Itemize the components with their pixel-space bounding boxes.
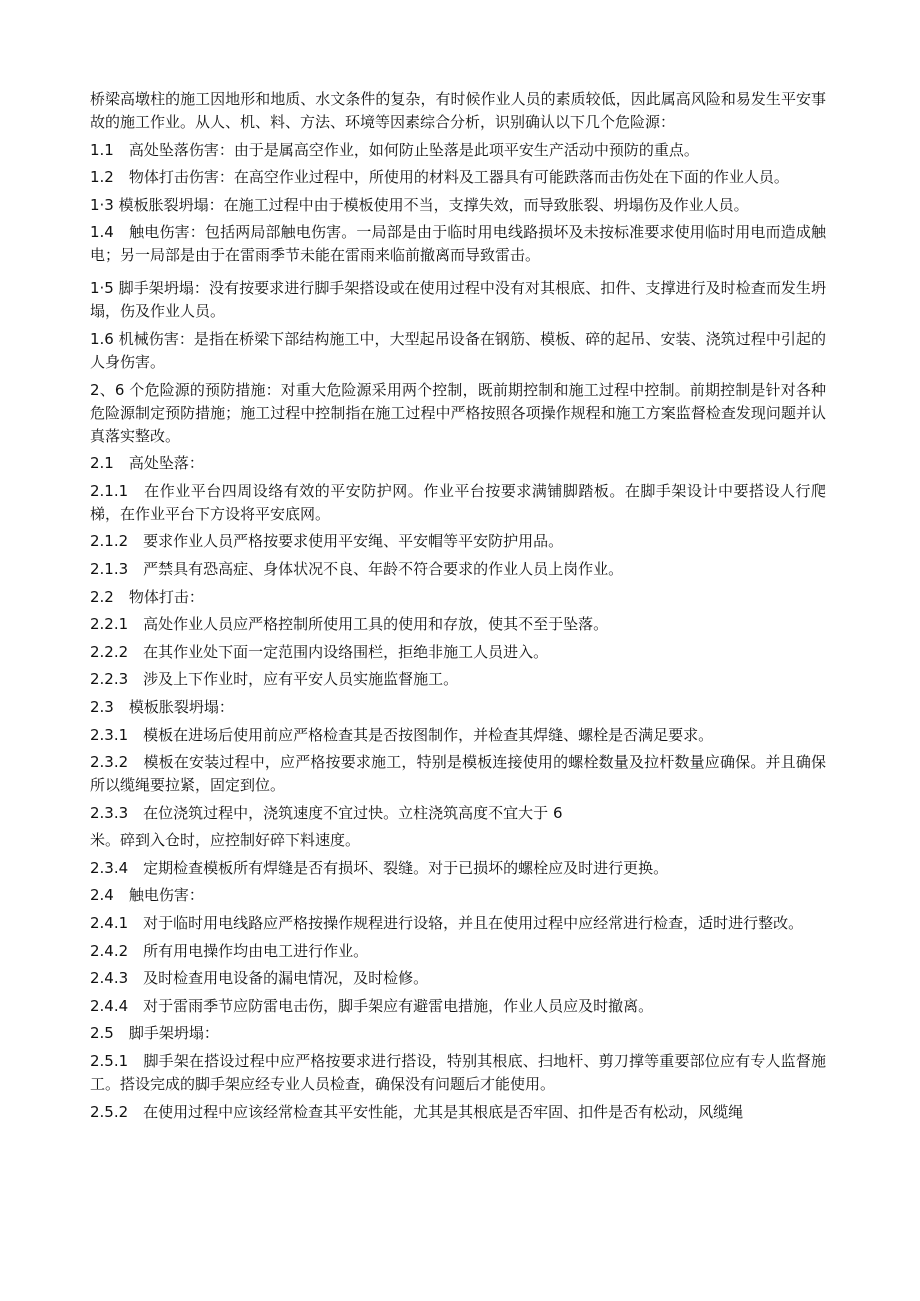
item-2-4-3: 2.4.3 及时检查用电设备的漏电情况，及时检修。 (90, 969, 429, 988)
heading-2-3: 2.3 模板胀裂坍塌： (90, 697, 234, 716)
section-2-intro: 2、6 个危险源的预防措施：对重大危险源采用两个控制，既前期控制和施工过程中控制。前期控制是针对各种危险源制定预防措施；施工过程中控制指在施工过程中严格按照各项操作规程和施工方案监督检查发现问题并认真落实整改。 (90, 380, 826, 445)
item-2-2-3: 2.2.3 涉及上下作业时，应有平安人员实施监督施工。 (90, 670, 459, 689)
hazard-1-4: 1.4 触电伤害：包括两局部触电伤害。一局部是由于临时用电线路损坏及未按标准要求使用临时用电而造成触电；另一局部是由于在雷雨季节未能在雷雨来临前撤离而导致雷击。 (90, 223, 826, 265)
item-2-3-1: 2.3.1 模板在进场后使用前应严格检查其是否按图制作，并检查其焊缝、螺栓是否满足要求。 (90, 725, 714, 744)
hazard-1-5: 1·5 脚手架坍塌：没有按要求进行脚手架搭设或在使用过程中没有对其根底、扣件、支撑进行及时检查而发生坍塌，伤及作业人员。 (90, 279, 826, 321)
hazard-1-3: 1·3 模板胀裂坍塌：在施工过程中由于模板使用不当，支撑失效，而导致胀裂、坍塌伤及作业人员。 (90, 195, 749, 214)
item-2-3-3: 2.3.3 在位浇筑过程中，浇筑速度不宜过快。立柱浇筑高度不宜大于 6 (90, 803, 563, 822)
heading-2-5: 2.5 脚手架坍塌： (90, 1024, 219, 1043)
item-2-1-1: 2.1.1 在作业平台四周设络有效的平安防护网。作业平台按要求满铺脚踏板。在脚手架设计中要搭设人行爬梯，在作业平台下方设将平安底网。 (90, 481, 826, 523)
item-2-4-4: 2.4.4 对于雷雨季节应防雷电击伤，脚手架应有避雷电措施，作业人员应及时撤离。 (90, 996, 654, 1015)
item-2-4-1: 2.4.1 对于临时用电线路应严格按操作规程进行设辂，并且在使用过程中应经常进行检查，适时进行整改。 (90, 914, 804, 933)
hazard-1-6: 1.6 机械伤害：是指在桥梁下部结构施工中，大型起吊设备在钢筋、模板、碎的起吊、安装、浇筑过程中引起的人身伤害。 (90, 329, 826, 371)
item-2-1-2: 2.1.2 要求作业人员严格按要求使用平安绳、平安帽等平安防护用品。 (90, 532, 564, 551)
item-2-5-1: 2.5.1 脚手架在搭设过程中应严格按要求进行搭设，特别其根底、扫地杆、剪刀撑等重要部位应有专人监督施工。搭设完成的脚手架应经专业人员检查，确保没有问题后才能使用。 (90, 1052, 826, 1094)
item-2-5-2: 2.5.2 在使用过程中应该经常检查其平安性能，尤其是其根底是否牢固、扣件是否有松动，风缆绳 (90, 1102, 744, 1121)
item-2-3-3-continued: 米。碎到入仓时，应控制好碎下料速度。 (90, 831, 361, 850)
item-2-2-1: 2.2.1 高处作业人员应严格控制所使用工具的使用和存放，使其不至于坠落。 (90, 615, 609, 634)
item-2-3-2: 2.3.2 模板在安装过程中，应严格按要求施工，特别是模板连接使用的螺栓数量及拉杆数量应确保。并且确保所以缆绳要拉紧，固定到位。 (90, 753, 826, 795)
heading-2-1: 2.1 高处坠落： (90, 454, 204, 473)
hazard-1-1: 1.1 高处坠落伤害：由于是属高空作业，如何防止坠落是此项平安生产活动中预防的重点。 (90, 140, 699, 159)
item-2-4-2: 2.4.2 所有用电操作均由电工进行作业。 (90, 941, 369, 960)
item-2-3-4: 2.3.4 定期检查模板所有焊缝是否有损坏、裂缝。对于已损坏的螺栓应及时进行更换。 (90, 858, 669, 877)
hazard-1-2: 1.2 物体打击伤害：在高空作业过程中，所使用的材料及工器具有可能跌落而击伤处在下面的作业人员。 (90, 168, 789, 187)
item-2-1-3: 2.1.3 严禁具有恐高症、身体状况不良、年龄不符合要求的作业人员上岗作业。 (90, 559, 624, 578)
item-2-2-2: 2.2.2 在其作业处下面一定范围内设络围栏，拒绝非施工人员进入。 (90, 642, 549, 661)
document-page (90, 88, 826, 1128)
heading-2-4: 2.4 触电伤害： (90, 886, 204, 905)
intro-paragraph: 桥梁高墩柱的施工因地形和地质、水文条件的复杂，有时候作业人员的素质较低，因此属高风险和易发生平安事故的施工作业。从人、机、料、方法、环境等因素综合分析，识别确认以下几个危险源： (90, 90, 826, 131)
heading-2-2: 2.2 物体打击： (90, 587, 204, 606)
